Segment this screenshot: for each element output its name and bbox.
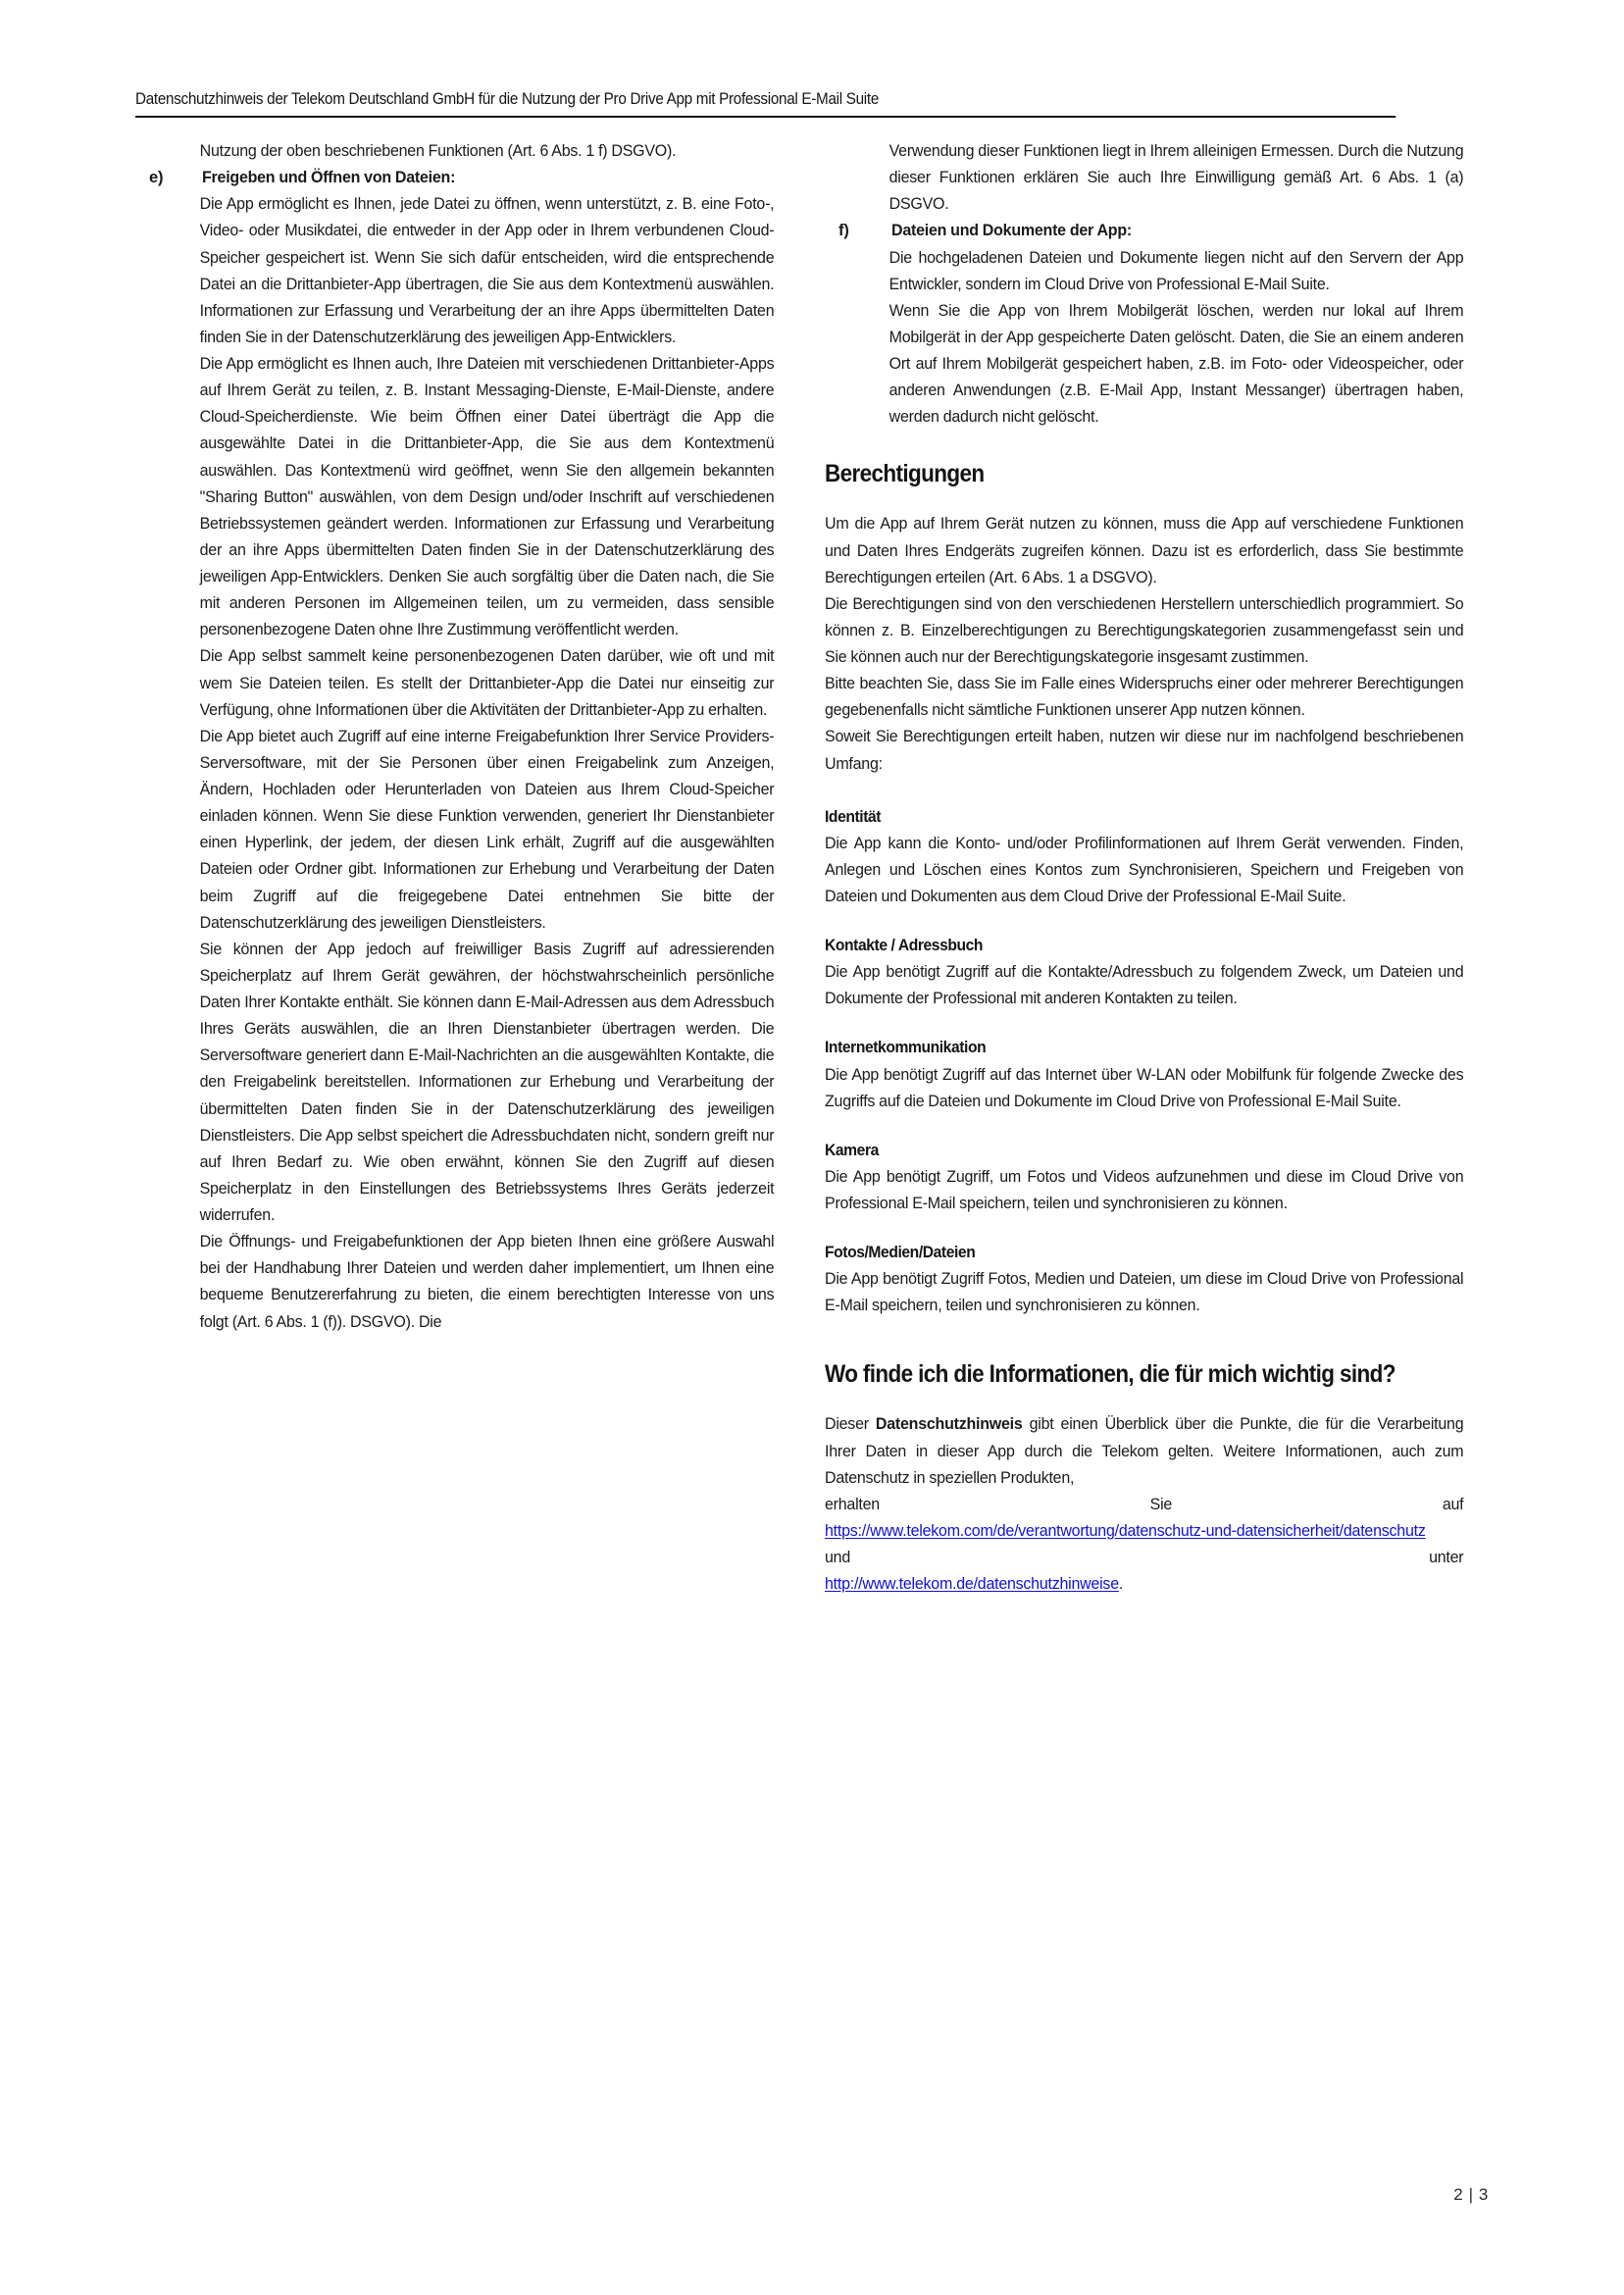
list-item-f-heading: Dateien und Dokumente der App: (891, 221, 1132, 240)
list-item-e-marker: e) (149, 168, 164, 187)
page-number: 2 | 3 (1453, 2185, 1489, 2204)
informationen-intro-prefix: Dieser (825, 1414, 876, 1434)
subsection-body-kamera: Die App benötigt Zugriff, um Fotos und Videos aufzunehmen und diese im Cloud Drive von Professional E-Mail speichern, teilen und synchronisieren zu können. (825, 1166, 1464, 1212)
subsection-heading-kamera: Kamera (825, 1140, 879, 1159)
subsection-body-kontakte: Die App benötigt Zugriff auf die Kontakte/Adressbuch zu folgendem Zweck, um Dateien und Dokumente der Professional mit anderen Kontakten zu teilen. (825, 962, 1464, 1008)
section-heading-berechtigungen: Berechtigungen (825, 460, 985, 488)
subsection-heading-internetkommunikation: Internetkommunikation (825, 1038, 987, 1057)
informationen-intro-bold: Datenschutzhinweis (875, 1414, 1023, 1434)
list-item-e (135, 164, 797, 190)
left-paragraph-2: Die App ermöglicht es Ihnen auch, Ihre Dateien mit verschiedenen Drittanbieter-Apps auf Ihrem Gerät zu teilen, z. B. Instant Messaging-Dienste, E-Mail-Dienste, andere Cloud-Speicherdienste. Wie beim Öffnen einer Datei überträgt die App die ausgewählte Datei in die Drittanbieter-App, die Sie aus dem Kontextmenü auswählen. Das Kontextmenü wird geöffnet, wenn Sie den allgemein bekannten "Sharing Button" auswählen, von dem Design und/oder Inschrift auf verschiedenen Betriebssystemen geändert werden. Informationen zur Erfassung und Verarbeitung der an ihre Apps übermittelten Daten finden Sie in der Datenschutzerklärung des jeweiligen App-Entwicklers. Denken Sie auch sorgfältig über die Daten nach, die Sie mit anderen Personen im Allgemeinen teilen, um zu vermeiden, dass sensible personenbezogene Daten ohne Ihre Zustimmung veröffentlicht werden. (199, 354, 775, 639)
subsection-heading-identitaet: Identität (825, 806, 882, 826)
subsection-body-fotos-medien-dateien: Die App benötigt Zugriff Fotos, Medien und Dateien, um diese im Cloud Drive von Professional E-Mail speichern, teilen und synchronisieren zu können. (825, 1269, 1464, 1315)
left-paragraph-1: Die App ermöglicht es Ihnen, jede Datei zu öffnen, wenn unterstützt, z. B. eine Foto-, Video- oder Musikdatei, die entweder in der App oder in Ihrem verbundenen Cloud-Speicher gespeichert ist. Wenn Sie sich dafür entscheiden, wird die entsprechende Datei an die Drittanbieter-App übertragen, die Sie aus dem Kontextmenü auswählen. Informationen zur Erfassung und Verarbeitung der an ihre Apps übermittelten Daten finden Sie in der Datenschutzerklärung des jeweiligen App-Entwicklers. (199, 194, 775, 346)
subsection-heading-kontakte: Kontakte / Adressbuch (825, 936, 984, 955)
link-trailing-period: . (1118, 1574, 1124, 1594)
telekom-datenschutz-link[interactable]: https://www.telekom.com/de/verantwortung/datenschutz-und-datensicherheit/datenschutz (825, 1520, 1426, 1540)
word-und: und (825, 1548, 850, 1567)
subsection-body-identitaet: Die App kann die Konto- und/oder Profilinformationen auf Ihrem Gerät verwenden. Finden, Anlegen und Löschen eines Kontos zum Synchronisieren, Speichern und Freigeben von Dateien und Dokumenten aus dem Cloud Drive der Professional E-Mail Suite. (825, 833, 1464, 905)
left-column (135, 137, 797, 1335)
berechtigungen-paragraph-2: Die Berechtigungen sind von den verschiedenen Herstellern unterschiedlich programmiert. So können z. B. Einzelberechtigungen zu Berechtigungskategorien zusammengefasst sein und Sie können auch nur der Berechtigungskategorie insgesamt zustimmen. (825, 593, 1464, 666)
running-header: Datenschutzhinweis der Telekom Deutschland GmbH für die Nutzung der Pro Drive App mit Professional E-Mail Suite (135, 90, 1396, 118)
informationen-spread-line (825, 1491, 1463, 1517)
informationen-spread-line-2 (825, 1544, 1463, 1570)
right-paragraph-1: Die hochgeladenen Dateien und Dokumente liegen nicht auf den Servern der App Entwickler, sondern im Cloud Drive von Professional E-Mail Suite. (888, 247, 1464, 293)
section-heading-informationen: Wo finde ich die Informationen, die für mich wichtig sind? (825, 1360, 1396, 1389)
word-unter: unter (1429, 1548, 1464, 1567)
privacy-links-block-2 (825, 1570, 1463, 1597)
word-sie: Sie (1149, 1494, 1173, 1513)
left-paragraph-4: Die App bietet auch Zugriff auf eine interne Freigabefunktion Ihrer Service Providers-Serversoftware, mit der Sie Personen über einen Freigabelink zum Anzeigen, Ändern, Hochladen oder Herunterladen von Dateien aus Ihrem Cloud-Speicher einladen können. Wenn Sie diese Funktion verwenden, generiert Ihr Dienstanbieter einen Hyperlink, der jedem, der diesen Link erhält, Zugriff auf die ausgewählten Dateien oder Ordner gibt. Informationen zur Erhebung und Verarbeitung der Daten beim Zugriff auf die freigegebene Datei entnehmen Sie bitte der Datenschutzerklärung des jeweiligen Dienstleisters. (199, 726, 775, 932)
word-auf: auf (1442, 1494, 1464, 1513)
subsection-heading-fotos-medien-dateien: Fotos/Medien/Dateien (825, 1243, 976, 1262)
right-paragraph-2: Wenn Sie die App von Ihrem Mobilgerät löschen, werden nur lokal auf Ihrem Mobilgerät in der App gespeicherte Daten gelöscht. Daten, die Sie an einem anderen Ort auf Ihrem Mobilgerät gespeichert haben, z.B. im Foto- oder Videospeicher, oder anderen Anwendungen (z.B. E-Mail App, Instant Messanger) übertragen haben, werden dadurch nicht gelöscht. (888, 300, 1464, 427)
left-paragraph-6: Die Öffnungs- und Freigabefunktionen der App bieten Ihnen eine größere Auswahl bei der Handhabung Ihrer Dateien und werden daher implementiert, um Ihnen eine bequeme Benutzererfahrung zu bieten, die einem berechtigten Interesse von uns folgt (Art. 6 Abs. 1 (f)). DSGVO). Die (199, 1232, 775, 1331)
right-column (825, 137, 1487, 1597)
list-item-f (825, 217, 1487, 243)
berechtigungen-paragraph-4: Soweit Sie Berechtigungen erteilt haben, nutzen wir diese nur im nachfolgend beschriebenen Umfang: (825, 727, 1464, 773)
privacy-links-block (825, 1517, 1463, 1544)
two-column-body (135, 137, 1498, 1597)
left-continued-paragraph: Nutzung der oben beschriebenen Funktionen (Art. 6 Abs. 1 f) DSGVO). (199, 141, 677, 160)
list-item-f-body (891, 217, 1487, 243)
list-item-e-body (202, 164, 797, 190)
left-paragraph-5: Sie können der App jedoch auf freiwilliger Basis Zugriff auf adressierenden Speicherplatz auf Ihrem Gerät gewähren, der höchstwahrscheinlich persönliche Daten Ihrer Kontakte enthält. Sie können dann E-Mail-Adressen aus dem Adressbuch Ihres Geräts auswählen, die an Ihren Dienstanbieter übertragen werden. Die Serversoftware generiert dann E-Mail-Nachrichten an die ausgewählten Kontakte, die den Freigabelink bereitstellen. Informationen zur Erhebung und Verarbeitung der übermittelten Daten finden Sie in der Datenschutzerklärung des jeweiligen Dienstleisters. Die App selbst speichert die Adressbuchdaten nicht, sondern greift nur auf Ihren Bedarf zu. Wie oben erwähnt, können Sie den Zugriff auf diesen Speicherplatz in den Einstellungen des Betriebssystems Ihres Geräts jederzeit widerrufen. (199, 939, 775, 1224)
subsection-body-internetkommunikation: Die App benötigt Zugriff auf das Internet über W-LAN oder Mobilfunk für folgende Zwecke des Zugriffs auf die Dateien und Dokumente im Cloud Drive von Professional E-Mail Suite. (825, 1064, 1464, 1110)
berechtigungen-paragraph-1: Um die App auf Ihrem Gerät nutzen zu können, muss die App auf verschiedene Funktionen und Daten Ihres Endgeräts zugreifen können. Dazu ist es erforderlich, dass Sie bestimmte Berechtigungen erteilen (Art. 6 Abs. 1 a DSGVO). (825, 514, 1464, 586)
word-erhalten: erhalten (825, 1494, 880, 1513)
list-item-e-heading: Freigeben und Öffnen von Dateien: (202, 168, 456, 187)
berechtigungen-paragraph-3: Bitte beachten Sie, dass Sie im Falle eines Widerspruchs einer oder mehrerer Berechtigungen gegebenenfalls nicht sämtliche Funktionen unserer App nutzen können. (825, 674, 1464, 720)
informationen-intro-suffix: gibt einen Überblick über die Punkte, die für die Verarbeitung Ihrer Daten in dieser App durch die Telekom gelten. Weitere Informationen, auch zum Datenschutz in speziellen Produkten, (825, 1414, 1464, 1487)
right-continued-paragraph: Verwendung dieser Funktionen liegt in Ihrem alleinigen Ermessen. Durch die Nutzung dieser Funktionen erklären Sie auch Ihre Einwilligung gemäß Art. 6 Abs. 1 (a) DSGVO. (888, 141, 1464, 214)
list-item-f-marker: f) (838, 221, 849, 240)
informationen-intro (825, 1410, 1463, 1490)
telekom-datenschutzhinweise-link[interactable]: http://www.telekom.de/datenschutzhinweise (825, 1574, 1119, 1594)
left-paragraph-3: Die App selbst sammelt keine personenbezogenen Daten darüber, wie oft und mit wem Sie Dateien teilen. Es stellt der Drittanbieter-App die Datei nur einseitig zur Verfügung, ohne Informationen über die Aktivitäten der Drittanbieter-App zu erhalten. (199, 646, 775, 719)
